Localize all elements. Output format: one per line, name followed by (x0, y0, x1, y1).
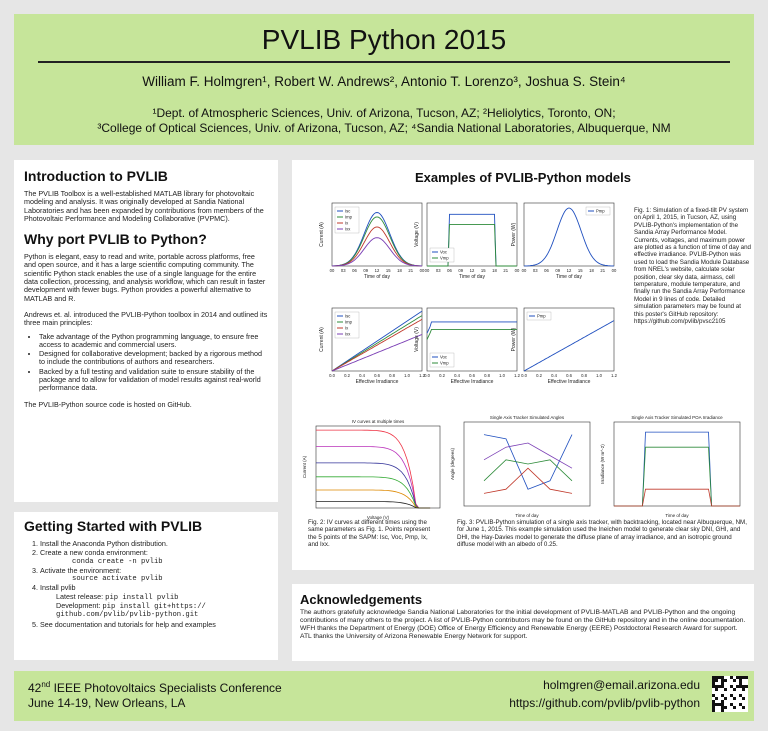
author-list: William F. Holmgren¹, Robert W. Andrews², Antonio T. Lorenzo³, Joshua S. Stein⁴ (142, 74, 626, 89)
y-axis-label: Angle (degrees) (450, 447, 455, 481)
examples-panel (292, 160, 754, 570)
tick-label: 06 (352, 268, 357, 273)
y-axis-label: Current (A) (319, 222, 325, 247)
qr-module (745, 685, 748, 688)
legend-entry: Vmp (440, 255, 449, 261)
qr-module (718, 676, 721, 679)
tick-label: 0.4 (359, 373, 365, 378)
install-step-text: Create a new conda environment: (40, 548, 148, 558)
qr-module (724, 679, 727, 682)
tick-label: 00 (521, 268, 527, 273)
tick-label: 12 (374, 268, 380, 273)
qr-module (730, 694, 733, 697)
qr-module (718, 685, 721, 688)
tick-label: 00 (419, 268, 425, 273)
tick-label: 1.0 (499, 373, 505, 378)
tick-label: 15 (480, 268, 486, 273)
tick-label: 00 (329, 268, 335, 273)
tick-label: 09 (458, 268, 464, 273)
legend-entry: Ixx (345, 331, 351, 337)
code-snippet: github.com/pvlib/pvlib-python.git (56, 611, 199, 620)
qr-module (715, 685, 718, 688)
qr-code-icon[interactable] (712, 676, 748, 712)
qr-module (712, 679, 715, 682)
fig1-caption (634, 207, 752, 326)
x-axis-label: Time of day (665, 513, 689, 518)
legend-entry: Pmp (596, 208, 605, 214)
qr-module (733, 688, 736, 691)
tick-label: 00 (514, 268, 520, 273)
tick-label: 18 (492, 268, 497, 273)
qr-module (745, 676, 748, 679)
tick-label: 0.8 (581, 373, 587, 378)
install-step (40, 567, 268, 584)
conference-suffix: nd (41, 680, 51, 689)
fig1-link[interactable]: https://github.com/pvlib/pvsc2105 (634, 318, 726, 326)
tick-label: 0.0 (424, 373, 430, 378)
poster-title: PVLIB Python 2015 (261, 24, 507, 55)
intro-panel (14, 160, 278, 502)
principle-item: • Take advantage of the Python programming language, to ensure free access to academic and commercial users. (39, 333, 268, 350)
qr-module (742, 688, 745, 691)
legend-entry: Ixx (345, 226, 351, 232)
legend-entry: Ix (345, 325, 349, 331)
tick-label: 0.4 (454, 373, 460, 378)
tick-label: 06 (447, 268, 452, 273)
acknowledgements-heading: Acknowledgements (300, 592, 423, 607)
tick-label: 0.2 (439, 373, 445, 378)
qr-module (721, 706, 724, 709)
y-axis-label: Current (A) (319, 327, 325, 352)
qr-module (733, 697, 736, 700)
why-heading: Why port PVLIB to Python? (24, 231, 207, 248)
legend-entry: Isc (345, 208, 351, 214)
qr-module (712, 694, 715, 697)
y-axis-label: Current (A) (302, 455, 307, 479)
qr-module (712, 682, 715, 685)
intro-heading: Introduction to PVLIB (24, 168, 168, 184)
qr-module (715, 703, 718, 706)
tick-label: 15 (385, 268, 391, 273)
acknowledgements-panel (292, 584, 754, 661)
qr-module (712, 703, 715, 706)
x-axis-label: Effective Irradiance (450, 379, 494, 385)
tick-label: 18 (589, 268, 594, 273)
legend-entry: Imp (345, 214, 352, 220)
tick-label: 00 (424, 268, 430, 273)
affiliations-line1: ¹Dept. of Atmospheric Sciences, Univ. of Arizona, Tucson, AZ; ²Heliolytics, Toronto, ON; (152, 106, 616, 120)
qr-module (739, 685, 742, 688)
tick-label: 0.2 (536, 373, 542, 378)
qr-module (742, 706, 745, 709)
qr-module (721, 709, 724, 712)
install-step-text: Install pvlib (40, 583, 76, 593)
tick-label: 1.2 (419, 373, 425, 378)
tick-label: 09 (555, 268, 561, 273)
qr-module (724, 706, 727, 709)
intro-body: The PVLIB Toolbox is a well-established MATLAB library for photovoltaic modeling and analysis. It was originally developed at Sandia National Laboratories and has been expanded by contributions from members of the Photovoltaic Performance and Modeling Collaborative (PVPMC). (24, 189, 264, 223)
plot-frame (316, 426, 440, 508)
qr-module (724, 688, 727, 691)
tick-label: 15 (577, 268, 583, 273)
why-para3: The PVLIB-Python source code is hosted on GitHub. (24, 399, 192, 409)
qr-module (739, 682, 742, 685)
chart-title: Single Axis Tracker Simulated POA Irradiance (631, 415, 723, 420)
qr-module (712, 676, 715, 679)
qr-module (736, 685, 739, 688)
y-axis-label: Voltage (V) (414, 222, 420, 247)
tick-label: 00 (611, 268, 617, 273)
tick-label: 0.8 (389, 373, 395, 378)
qr-module (739, 679, 742, 682)
x-axis-label: Time of day (556, 274, 582, 280)
x-axis-label: Time of day (364, 274, 390, 280)
legend-entry: Pmp (537, 313, 546, 319)
why-para2: Andrews et. al. introduced the PVLIB-Python toolbox in 2014 and outlined its three main principles: (24, 309, 268, 328)
qr-module (739, 676, 742, 679)
tick-label: 0.6 (566, 373, 572, 378)
qr-module (730, 703, 733, 706)
qr-module (742, 676, 745, 679)
qr-module (721, 685, 724, 688)
acknowledgements-body: The authors gratefully acknowledge Sandia National Laboratories for the initial development of PVLIB-MATLAB and PVLIB-Python and the ongoing contributions of many others to the project. A list of PVLIB-Python contributors may be found on the GitHub repository and in the online documentation. WFH thanks the Department of Energy (DOE) Office of Energy Efficiency and Renewable Energy (EERE) Postdoctoral Research Award for support. ATL thanks the University of Arizona Renewable Energy Network for support. (300, 609, 746, 640)
tick-label: 03 (435, 268, 441, 273)
plot-frame (614, 422, 740, 506)
examples-heading: Examples of PVLIB-Python models (415, 170, 631, 185)
qr-module (733, 706, 736, 709)
tick-label: 0.6 (469, 373, 475, 378)
x-axis-label: Time of day (515, 513, 539, 518)
tick-label: 03 (532, 268, 538, 273)
y-axis-label: Power (W) (511, 327, 517, 352)
tick-label: 0.8 (484, 373, 490, 378)
code-snippet: pip install git+https:// (102, 603, 206, 612)
qr-module (724, 697, 727, 700)
conference-dates: June 14-19, New Orleans, LA (28, 696, 186, 710)
qr-module (715, 679, 718, 682)
code-snippet: conda create -n pvlib (72, 557, 163, 566)
tick-label: 0.2 (344, 373, 350, 378)
affiliations (14, 106, 754, 136)
fig1-caption-text: Fig. 1: Simulation of a fixed-tilt PV system on April 1, 2015, in Tucson, AZ, using PVLIB-Python's implementation of the Sandia Array Performance Model. Currents, voltages, and maximum power are plotted as a function of time of day and effective irradiance. PVLIB-Python was used to load the Sandia Module Database from NREL's website, calculate solar position, clear sky data, airmass, cell temperature, module temperature, and finally run the Sandia Array Performance Model in 9 lines of code. Detailed simulation parameters may be found at this poster's GitHub repository: (634, 207, 751, 318)
legend-entry: Voc (440, 354, 447, 360)
chart-title: Single Axis Tracker Simulated Angles (489, 415, 565, 420)
title-divider (38, 61, 730, 63)
qr-module (742, 685, 745, 688)
pip-dev (40, 602, 268, 611)
x-axis-label: Time of day (459, 274, 485, 280)
tick-label: 21 (503, 268, 509, 273)
qr-module (715, 688, 718, 691)
tick-label: 1.2 (514, 373, 520, 378)
tick-label: 1.0 (596, 373, 602, 378)
x-axis-label: Effective Irradiance (547, 379, 591, 385)
qr-module (739, 703, 742, 706)
conference-number: 42 (28, 681, 42, 695)
qr-module (712, 685, 715, 688)
qr-module (721, 700, 724, 703)
qr-module (712, 709, 715, 712)
install-steps (24, 540, 268, 629)
qr-module (721, 682, 724, 685)
install-step (40, 584, 268, 619)
install-step-text: Activate the environment: (40, 565, 122, 575)
qr-module (730, 685, 733, 688)
tick-label: 0.4 (551, 373, 557, 378)
y-axis-label: Power (W) (511, 222, 517, 247)
poster-footer (14, 671, 754, 721)
principle-item: • Designed for collaborative development; backed by a rigorous method to include the contributions of authors and researchers. (39, 350, 268, 367)
tick-label: 12 (566, 268, 572, 273)
getting-started-heading: Getting Started with PVLIB (24, 518, 203, 534)
qr-module (733, 679, 736, 682)
tick-label: 1.0 (404, 373, 410, 378)
code-snippet: source activate pvlib (72, 575, 163, 584)
legend-entry: Ix (345, 220, 349, 226)
tick-label: 0.0 (521, 373, 527, 378)
fig3-caption: Fig. 3: PVLIB-Python simulation of a single axis tracker, with backtracking, located near Albuquerque, NM, for June 1, 2015. This example simulation used the Ineichen model to generate clear sky DNI, GHI, and DHI, the Hay-Davies model to generate the diffuse plane of array irradiance, and an isotropic ground diffuse model with an albedo of 0.25. (457, 519, 747, 549)
qr-module (715, 676, 718, 679)
tick-label: 0.6 (374, 373, 380, 378)
tick-label: 1.2 (611, 373, 617, 378)
tick-label: 03 (340, 268, 346, 273)
pip-dev-label: Development: (56, 601, 103, 611)
legend-entry: Isc (345, 313, 351, 319)
qr-module (715, 697, 718, 700)
install-step: 1. Install the Anaconda Python distribution. (40, 540, 268, 548)
legend-entry: Vmp (440, 360, 449, 366)
getting-started-panel (14, 512, 278, 660)
qr-module (742, 697, 745, 700)
qr-module (712, 700, 715, 703)
tick-label: 06 (544, 268, 549, 273)
qr-module (736, 676, 739, 679)
qr-module (721, 676, 724, 679)
qr-module (712, 706, 715, 709)
x-axis-label: Voltage (V) (366, 515, 390, 520)
principles-list (24, 333, 268, 393)
y-axis-label: Irradiance (W m^-2) (600, 444, 605, 484)
code-snippet: pip install pvlib (105, 593, 179, 602)
install-step: 5. See documentation and tutorials for help and examples (40, 621, 268, 629)
fig2-caption: Fig. 2: IV curves at different times using the same parameters as Fig. 1. Points represent the 5 points of the SAPM: Isc, Voc, Pmp, Ix, and Ixx. (308, 519, 431, 549)
y-axis-label: Voltage (V) (414, 327, 420, 352)
contact-email[interactable]: holmgren@email.arizona.edu (543, 678, 700, 692)
tick-label: 09 (363, 268, 369, 273)
repo-url[interactable]: https://github.com/pvlib/pvlib-python (509, 696, 700, 710)
x-axis-label: Effective Irradiance (355, 379, 399, 385)
affiliations-line2: ³College of Optical Sciences, Univ. of Arizona, Tucson, AZ; ⁴Sandia National Laboratories, Albuquerque, NM (97, 121, 671, 135)
tick-label: 12 (469, 268, 475, 273)
conference-title: IEEE Photovoltaics Specialists Conference (50, 681, 282, 695)
principle-item: • Backed by a full testing and validation suite to ensure stability of the package and to allow for validation of model results against real-world performance data. (39, 368, 268, 393)
qr-module (721, 703, 724, 706)
why-para1: Python is elegant, easy to read and write, portable across platforms, free and open source, and it has a large scientific computing community. The scientific Python stack enables the use of a single language for the entire data collection, processing, and analysis workflow, which can result in faster development with fewer bugs. Python provides a powerful alternative to MATLAB and R. (24, 252, 266, 303)
legend-entry: Imp (345, 319, 352, 325)
tick-label: 21 (600, 268, 606, 273)
install-step (40, 549, 268, 566)
qr-module (730, 676, 733, 679)
chart-title: IV curves at multiple times (351, 419, 405, 424)
qr-module (721, 679, 724, 682)
tick-label: 21 (408, 268, 414, 273)
qr-module (721, 694, 724, 697)
qr-module (718, 703, 721, 706)
pip-latest-label: Latest release: (56, 591, 106, 601)
tick-label: 0.0 (329, 373, 335, 378)
tick-label: 18 (397, 268, 402, 273)
legend-entry: Voc (440, 249, 447, 255)
poster-header (14, 14, 754, 145)
qr-module (739, 694, 742, 697)
conference-name (28, 677, 282, 696)
